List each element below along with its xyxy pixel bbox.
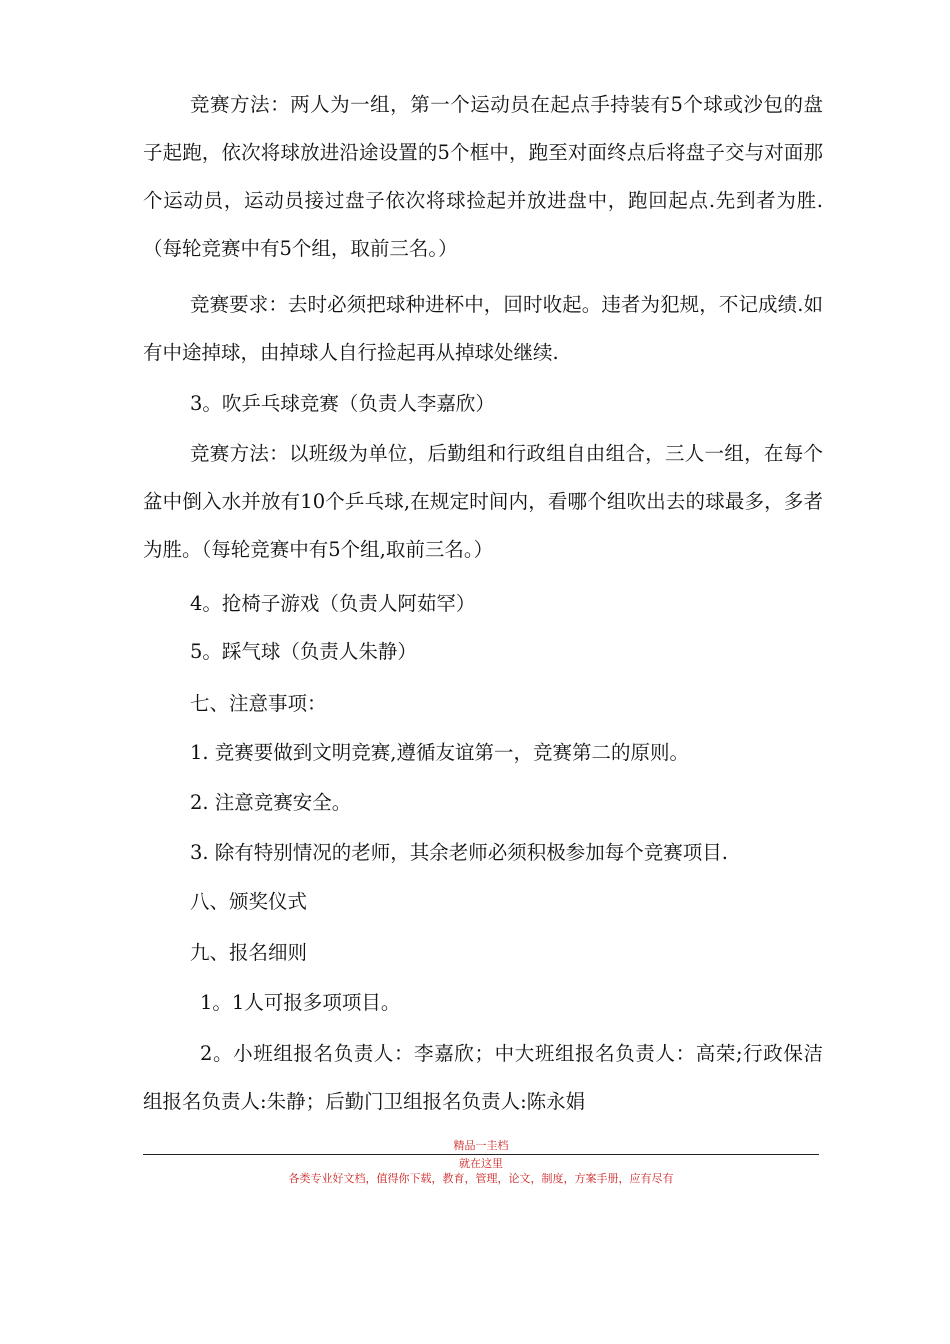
paragraph-race-method-1: 竞赛方法：两人为一组，第一个运动员在起点手持装有5个球或沙包的盘子起跑，依次将球放进沿途设置的5个框中，跑至对面终点后将盘子交与对面那个运动员，运动员接过盘子依次将球捡起并放进盘中，跑回起点.先到者为胜.（每轮竞赛中有5个组，取前三名。） <box>143 93 823 260</box>
paragraph-item-3-heading: 3。吹乒乓球竞赛（负责人李嘉欣） <box>190 392 495 415</box>
notice-item-3: 3. 除有特别情况的老师，其余老师必须积极参加每个竞赛项目. <box>190 841 729 864</box>
paragraph-race-requirements: 竞赛要求：去时必须把球种进杯中，回时收起。违者为犯规，不记成绩.如有中途掉球，由掉球人自行捡起再从掉球处继续. <box>143 293 823 364</box>
notice-item-2: 2. 注意竞赛安全。 <box>190 791 352 814</box>
section-7-heading: 七、注意事项： <box>190 692 327 715</box>
section-8-heading: 八、颁奖仪式 <box>190 890 308 913</box>
footer-tagline: 就在这里 <box>459 1157 503 1170</box>
signup-rule-1: 1。1人可报多项项目。 <box>200 991 401 1014</box>
footer-divider <box>143 1154 819 1155</box>
signup-rule-2: 2。小班组报名负责人：李嘉欣；中大班组报名负责人：高荣;行政保洁组报名负责人:朱静；后勤门卫组报名负责人:陈永娟 <box>143 1042 823 1113</box>
footer-description: 各类专业好文档，值得你下载，教育，管理，论文，制度，方案手册，应有尽有 <box>288 1172 674 1185</box>
paragraph-item-4-heading: 4。抢椅子游戏（负责人阿茹罕） <box>190 592 476 615</box>
footer-brand-line: 精品一圭档 <box>453 1139 509 1152</box>
section-9-heading: 九、报名细则 <box>190 941 308 964</box>
notice-item-1: 1. 竞赛要做到文明竞赛,遵循友谊第一，竞赛第二的原则。 <box>190 741 690 764</box>
paragraph-item-5-heading: 5。踩气球（负责人朱静） <box>190 640 417 663</box>
paragraph-race-method-2: 竞赛方法：以班级为单位，后勤组和行政组自由组合，三人一组，在每个盆中倒入水并放有10个乒乓球,在规定时间内，看哪个组吹出去的球最多，多者为胜。（每轮竞赛中有5个组,取前三名。） <box>143 442 823 561</box>
